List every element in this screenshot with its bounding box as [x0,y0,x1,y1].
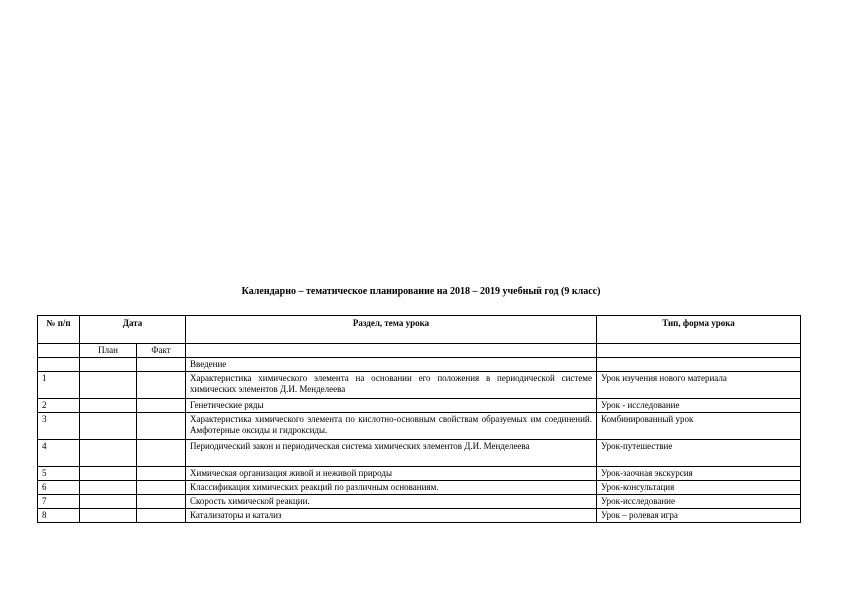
row-number: 1 [38,372,80,399]
row-number: 2 [38,399,80,413]
row-number: 6 [38,481,80,495]
row-topic: Классификация химических реакций по различным основаниям. [186,481,597,495]
intro-row [38,358,801,372]
intro-type-cell [597,358,801,372]
header-date: Дата [80,316,186,344]
table-row [38,372,801,399]
row-number: 5 [38,467,80,481]
row-topic: Периодический закон и периодическая система химических элементов Д.И. Менделеева [186,440,597,467]
subheader-plan: План [80,344,137,358]
table-header-row [38,316,801,344]
row-plan-date [80,372,137,399]
row-number: 8 [38,509,80,523]
row-plan-date [80,495,137,509]
table-subheader-row [38,344,801,358]
row-number: 7 [38,495,80,509]
document-title: Календарно – тематическое планирование на 2018 – 2019 учебный год (9 класс) [241,286,601,297]
row-fact-date [137,440,186,467]
row-plan-date [80,440,137,467]
row-fact-date [137,372,186,399]
row-type: Комбинированный урок [597,413,801,440]
row-topic: Скорость химической реакции. [186,495,597,509]
row-fact-date [137,509,186,523]
row-type: Урок-консультация [597,481,801,495]
row-type: Урок изучения нового материала [597,372,801,399]
row-plan-date [80,399,137,413]
row-plan-date [80,467,137,481]
row-fact-date [137,495,186,509]
table-row [38,481,801,495]
row-fact-date [137,467,186,481]
intro-fact-cell [137,358,186,372]
table-row [38,399,801,413]
intro-plan-cell [80,358,137,372]
row-number: 4 [38,440,80,467]
header-type: Тип, форма урока [597,316,801,344]
intro-topic: Введение [186,358,597,372]
row-topic: Характеристика химического элемента по кислотно-основным свойствам образуемых им соединений. Амфотерные оксиды и гидроксиды. [186,413,597,440]
row-plan-date [80,413,137,440]
row-topic: Характеристика химического элемента на основании его положения в периодической системе химических элементов Д.И. Менделеева [186,372,597,399]
row-plan-date [80,481,137,495]
table-row [38,440,801,467]
subheader-fact: Факт [137,344,186,358]
header-number: № п/п [38,316,80,344]
table-row [38,467,801,481]
row-plan-date [80,509,137,523]
row-type: Урок-путешествие [597,440,801,467]
row-number: 3 [38,413,80,440]
row-type: Урок-исследование [597,495,801,509]
subheader-empty-topic [186,344,597,358]
row-topic: Катализаторы и катализ [186,509,597,523]
lesson-plan-table [37,315,801,523]
intro-number-cell [38,358,80,372]
row-type: Урок - исследование [597,399,801,413]
row-type: Урок – ролевая игра [597,509,801,523]
row-fact-date [137,413,186,440]
row-fact-date [137,399,186,413]
table-row [38,413,801,440]
table-row [38,509,801,523]
row-topic: Химическая организация живой и неживой природы [186,467,597,481]
subheader-empty-number [38,344,80,358]
row-fact-date [137,481,186,495]
row-topic: Генетические ряды [186,399,597,413]
table-row [38,495,801,509]
header-topic: Раздел, тема урока [186,316,597,344]
row-type: Урок-заочная экскурсия [597,467,801,481]
subheader-empty-type [597,344,801,358]
